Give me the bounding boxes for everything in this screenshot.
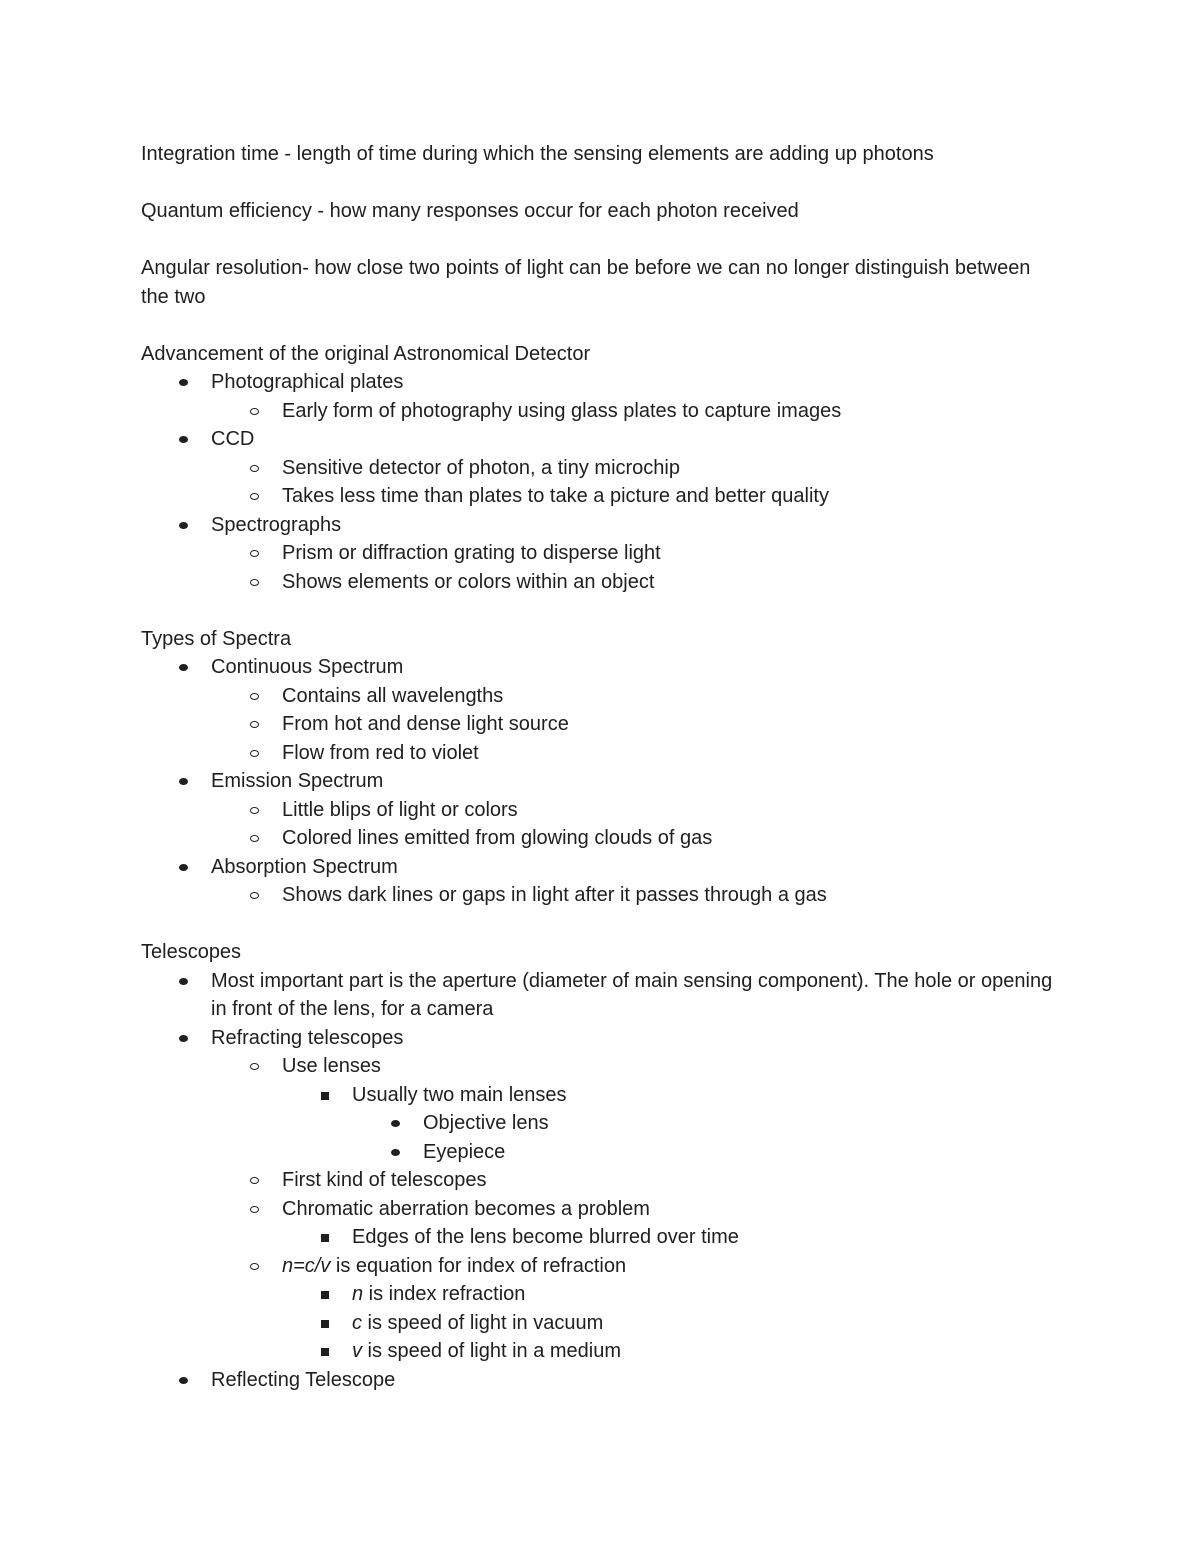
bullet-square-icon bbox=[318, 1280, 330, 1309]
list-item: Continuous Spectrum bbox=[141, 653, 1061, 682]
list-item: Objective lens bbox=[141, 1109, 1061, 1138]
telescopes-list bbox=[141, 967, 1061, 1395]
list-item: Shows dark lines or gaps in light after it passes through a gas bbox=[141, 881, 1061, 910]
bullet-disc-icon bbox=[177, 368, 189, 397]
bullet-circle-icon bbox=[248, 682, 260, 711]
list-item: Edges of the lens become blurred over time bbox=[141, 1223, 1061, 1252]
list-item: Sensitive detector of photon, a tiny microchip bbox=[141, 454, 1061, 483]
list-item: Eyepiece bbox=[141, 1138, 1061, 1167]
bullet-disc-icon bbox=[389, 1138, 401, 1167]
bullet-circle-icon bbox=[248, 1252, 260, 1281]
detector-heading: Advancement of the original Astronomical Detector bbox=[141, 342, 591, 365]
section-spacer bbox=[141, 910, 1061, 939]
list-item: Contains all wavelengths bbox=[141, 682, 1061, 711]
list-item: Flow from red to violet bbox=[141, 739, 1061, 768]
list-item: Little blips of light or colors bbox=[141, 796, 1061, 825]
bullet-circle-icon bbox=[248, 710, 260, 739]
bullet-circle-icon bbox=[248, 568, 260, 597]
list-item: Most important part is the aperture (diameter of main sensing component). The hole or opening in front of the lens, for a camera bbox=[141, 967, 1061, 1024]
list-item: c is speed of light in vacuum bbox=[141, 1309, 1061, 1338]
bullet-circle-icon bbox=[248, 454, 260, 483]
bullet-disc-icon bbox=[177, 967, 189, 996]
bullet-disc-icon bbox=[177, 653, 189, 682]
bullet-circle-icon bbox=[248, 482, 260, 511]
list-item: Spectrographs bbox=[141, 511, 1061, 540]
document-page bbox=[141, 140, 1061, 1394]
list-item: Chromatic aberration becomes a problem bbox=[141, 1195, 1061, 1224]
definition-angular-resolution: Angular resolution- how close two points of light can be before we can no longer distinguish between the two bbox=[141, 257, 1031, 308]
list-item: Refracting telescopes bbox=[141, 1024, 1061, 1053]
bullet-circle-icon bbox=[248, 881, 260, 910]
list-item: n is index refraction bbox=[141, 1280, 1061, 1309]
bullet-circle-icon bbox=[248, 739, 260, 768]
list-item: v is speed of light in a medium bbox=[141, 1337, 1061, 1366]
bullet-disc-icon bbox=[177, 767, 189, 796]
bullet-disc-icon bbox=[177, 1366, 189, 1395]
bullet-disc-icon bbox=[177, 511, 189, 540]
definition-quantum-efficiency: Quantum efficiency - how many responses occur for each photon received bbox=[141, 200, 799, 222]
list-item: Early form of photography using glass plates to capture images bbox=[141, 397, 1061, 426]
list-item: Absorption Spectrum bbox=[141, 853, 1061, 882]
list-item: Shows elements or colors within an object bbox=[141, 568, 1061, 597]
bullet-disc-icon bbox=[177, 853, 189, 882]
telescopes-heading: Telescopes bbox=[141, 941, 242, 963]
bullet-square-icon bbox=[318, 1081, 330, 1110]
bullet-circle-icon bbox=[248, 539, 260, 568]
definition-integration-time: Integration time - length of time during which the sensing elements are adding up photons bbox=[141, 143, 934, 165]
bullet-circle-icon bbox=[248, 796, 260, 825]
bullet-disc-icon bbox=[389, 1109, 401, 1138]
list-item: From hot and dense light source bbox=[141, 710, 1061, 739]
bullet-circle-icon bbox=[248, 1195, 260, 1224]
list-item: Colored lines emitted from glowing clouds of gas bbox=[141, 824, 1061, 853]
list-item: Usually two main lenses bbox=[141, 1081, 1061, 1110]
list-item: Takes less time than plates to take a picture and better quality bbox=[141, 482, 1061, 511]
equation-formula: n=c/v bbox=[282, 1254, 331, 1277]
list-item: Emission Spectrum bbox=[141, 767, 1061, 796]
spectra-list bbox=[141, 653, 1061, 910]
list-item: Prism or diffraction grating to disperse light bbox=[141, 539, 1061, 568]
list-item: Photographical plates bbox=[141, 368, 1061, 397]
bullet-square-icon bbox=[318, 1309, 330, 1338]
list-item: n=c/v is equation for index of refraction bbox=[141, 1252, 1061, 1281]
list-item: First kind of telescopes bbox=[141, 1166, 1061, 1195]
bullet-square-icon bbox=[318, 1337, 330, 1366]
detector-list bbox=[141, 368, 1061, 596]
spectra-heading: Types of Spectra bbox=[141, 627, 292, 650]
list-item: Reflecting Telescope bbox=[141, 1366, 1061, 1395]
bullet-square-icon bbox=[318, 1223, 330, 1252]
bullet-circle-icon bbox=[248, 1166, 260, 1195]
list-item: CCD bbox=[141, 425, 1061, 454]
bullet-circle-icon bbox=[248, 1052, 260, 1081]
bullet-disc-icon bbox=[177, 1024, 189, 1053]
bullet-disc-icon bbox=[177, 425, 189, 454]
bullet-circle-icon bbox=[248, 824, 260, 853]
bullet-circle-icon bbox=[248, 397, 260, 426]
list-item: Use lenses bbox=[141, 1052, 1061, 1081]
section-spacer bbox=[141, 596, 1061, 625]
